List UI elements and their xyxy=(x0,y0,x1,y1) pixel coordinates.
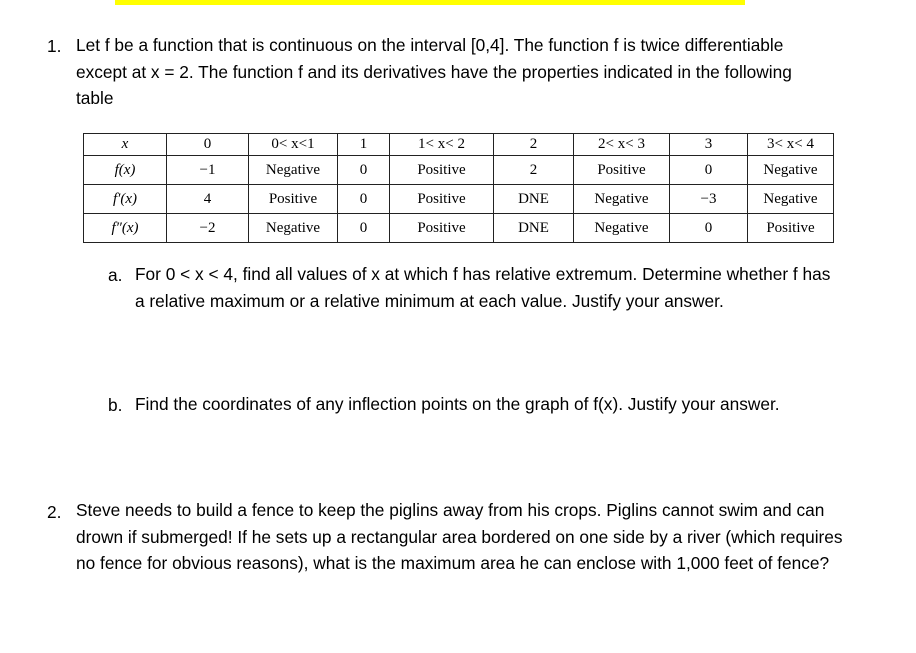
table-row xyxy=(84,185,834,214)
question-1-number: 1. xyxy=(47,36,62,56)
question-1-text: Let f be a function that is continuous on the interval [0,4]. The function f is twice differentiable except at x = 2. The function f and its derivatives have the properties indicated in the following table xyxy=(76,35,792,108)
table-cell: Positive xyxy=(390,156,494,185)
table-row xyxy=(84,134,834,156)
table-cell: 4 xyxy=(167,185,249,214)
question-2-number: 2. xyxy=(47,502,62,522)
table-cell: Positive xyxy=(390,185,494,214)
table-cell: DNE xyxy=(494,185,574,214)
table-cell: −3 xyxy=(670,185,748,214)
question-2-text: Steve needs to build a fence to keep the piglins away from his crops. Piglins cannot swim and can drown if submerged! If he sets up a rectangular area bordered on one side by a river (which requires no fence for obvious reasons), what is the maximum area he can enclose with 1,000 feet of fence? xyxy=(76,500,843,573)
table-cell: 0 xyxy=(338,185,390,214)
table-cell: 2< x< 3 xyxy=(574,134,670,156)
table-cell: 0 xyxy=(338,156,390,185)
row-header: f(x) xyxy=(84,156,167,185)
part-a-label: a. xyxy=(108,265,123,285)
table-cell: Positive xyxy=(748,214,834,243)
table-row xyxy=(84,156,834,185)
table-cell: Negative xyxy=(574,214,670,243)
table-cell: 0< x<1 xyxy=(249,134,338,156)
table-cell: 0 xyxy=(167,134,249,156)
table-row xyxy=(84,214,834,243)
table-cell: 2 xyxy=(494,134,574,156)
table-cell: Negative xyxy=(249,156,338,185)
table-cell: Positive xyxy=(390,214,494,243)
table-cell: 0 xyxy=(670,156,748,185)
table-cell: Negative xyxy=(748,185,834,214)
table-cell: −1 xyxy=(167,156,249,185)
table-cell: 0 xyxy=(670,214,748,243)
table-cell: 1 xyxy=(338,134,390,156)
table-cell: Positive xyxy=(249,185,338,214)
table-cell: Negative xyxy=(748,156,834,185)
table-cell: 1< x< 2 xyxy=(390,134,494,156)
highlighted-text-strip xyxy=(115,0,745,5)
table-cell: Negative xyxy=(249,214,338,243)
table-cell: −2 xyxy=(167,214,249,243)
table-cell: Negative xyxy=(574,185,670,214)
row-header: f″(x) xyxy=(84,214,167,243)
part-b-label: b. xyxy=(108,395,123,415)
row-header: f′(x) xyxy=(84,185,167,214)
table-cell: 2 xyxy=(494,156,574,185)
table-cell: Positive xyxy=(574,156,670,185)
table-cell: DNE xyxy=(494,214,574,243)
part-a-text: For 0 < x < 4, find all values of x at which f has relative extremum. Determine whether f has a relative maximum or a relative minimum at each value. Justify your answer. xyxy=(135,264,831,311)
table-cell: 0 xyxy=(338,214,390,243)
row-header: x xyxy=(84,134,167,156)
properties-table xyxy=(83,133,834,243)
table-cell: 3 xyxy=(670,134,748,156)
table-cell: 3< x< 4 xyxy=(748,134,834,156)
part-b-text: Find the coordinates of any inflection points on the graph of f(x). Justify your answer. xyxy=(135,394,780,414)
